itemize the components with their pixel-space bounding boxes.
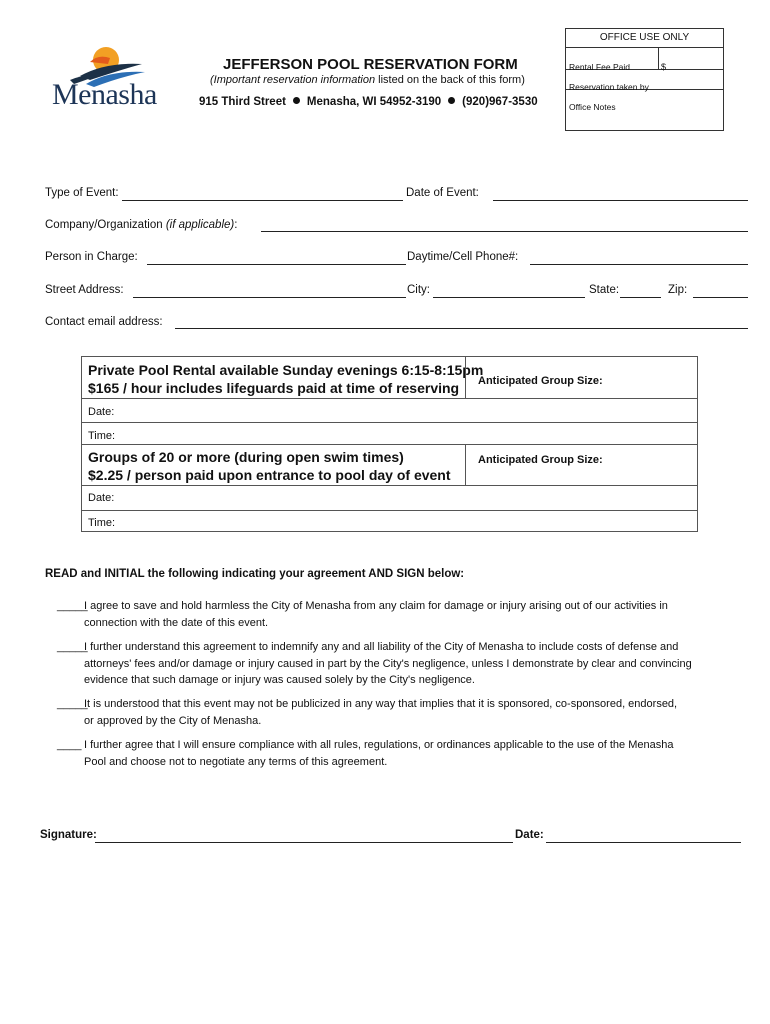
state-label: State: bbox=[589, 284, 620, 296]
bullet-icon bbox=[448, 97, 455, 104]
signature-input[interactable] bbox=[95, 842, 513, 843]
person-in-charge-input[interactable] bbox=[147, 264, 406, 265]
signature-date-input[interactable] bbox=[546, 842, 741, 843]
private-rental-table bbox=[81, 356, 698, 445]
agreement-item-3: _____ It is understood that this event may not be publicized in any way that implies that it is sponsored, co-sponsored, endorsed, or approved by the City of Menasha. bbox=[57, 698, 678, 727]
groups-line2: $2.25 / person paid upon entrance to pool day of event bbox=[88, 467, 451, 483]
groups-date-row[interactable]: Date: bbox=[82, 485, 697, 511]
initial-blank[interactable]: _____ bbox=[57, 641, 88, 653]
private-rental-line1: Private Pool Rental available Sunday evenings 6:15-8:15pm bbox=[88, 362, 484, 378]
bullet-icon bbox=[293, 97, 300, 104]
zip-label: Zip: bbox=[668, 284, 688, 296]
street-address-input[interactable] bbox=[133, 297, 406, 298]
city-input[interactable] bbox=[433, 297, 585, 298]
agreement-item-4: ____ I further agree that I will ensure compliance with all rules, regulations, or ordinances applicable to the use of the Menasha Pool and choose not to negotiate any terms of this agreement. bbox=[57, 739, 674, 768]
signature-date-label: Date: bbox=[515, 829, 544, 841]
form-subtitle: (Important reservation information listed on the back of this form) bbox=[210, 74, 525, 86]
groups-group-size-label: Anticipated Group Size: bbox=[478, 454, 603, 466]
agreement-item-2: _____ I further understand this agreement to indemnify any and all liability of the City of Menasha to include costs of defense and attorneys' fees and/or damage or injury caused in part by the City's negligence, unless I demonstrate by clear and convincing evidence that such damage or injury was caused solely by the City's negligence. bbox=[57, 641, 692, 686]
rental-fee-row[interactable]: Rental Fee Paid $ bbox=[566, 47, 723, 70]
date-of-event-label: Date of Event: bbox=[406, 187, 479, 199]
zip-input[interactable] bbox=[693, 297, 748, 298]
city-text: Menasha, WI 54952-3190 bbox=[306, 96, 442, 108]
phone-label: Daytime/Cell Phone#: bbox=[407, 251, 519, 263]
type-of-event-input[interactable] bbox=[122, 200, 403, 201]
menasha-logo bbox=[50, 44, 157, 112]
city-label: City: bbox=[407, 284, 430, 296]
phone-text: (920)967-3530 bbox=[462, 96, 538, 108]
private-time-label: Time: bbox=[88, 430, 116, 442]
company-input[interactable] bbox=[261, 231, 748, 232]
agreement-item-1: _____ I agree to save and hold harmless the City of Menasha from any claim for damage or injury arising out of our activities in connection with the date of this event. bbox=[57, 600, 668, 629]
private-date-row[interactable]: Date: bbox=[82, 398, 697, 423]
groups-table bbox=[81, 445, 698, 532]
groups-header-row bbox=[82, 445, 697, 486]
company-label: Company/Organization (if applicable): bbox=[45, 219, 238, 231]
agreement-heading: READ and INITIAL the following indicating your agreement AND SIGN below: bbox=[45, 568, 465, 580]
signature-label: Signature: bbox=[40, 829, 97, 841]
street-address-label: Street Address: bbox=[45, 284, 124, 296]
office-use-header: OFFICE USE ONLY bbox=[566, 29, 723, 48]
office-use-box bbox=[565, 28, 724, 131]
street-text: 915 Third Street bbox=[199, 96, 286, 108]
private-rental-header-row bbox=[82, 357, 697, 399]
office-notes-label: Office Notes bbox=[569, 102, 616, 112]
date-of-event-input[interactable] bbox=[493, 200, 748, 201]
logo-text: Menasha bbox=[52, 78, 157, 111]
person-in-charge-label: Person in Charge: bbox=[45, 251, 138, 263]
phone-input[interactable] bbox=[530, 264, 748, 265]
taken-by-row[interactable]: Reservation taken by bbox=[566, 69, 723, 90]
email-input[interactable] bbox=[175, 328, 748, 329]
type-of-event-label: Type of Event: bbox=[45, 187, 119, 199]
private-rental-line2: $165 / hour includes lifeguards paid at time of reserving bbox=[88, 380, 460, 396]
groups-line1: Groups of 20 or more (during open swim times) bbox=[88, 449, 404, 465]
email-label: Contact email address: bbox=[45, 316, 163, 328]
form-title: JEFFERSON POOL RESERVATION FORM bbox=[223, 56, 518, 73]
initial-blank[interactable]: ____ bbox=[57, 739, 82, 751]
initial-blank[interactable]: _____ bbox=[57, 600, 88, 612]
initial-blank[interactable]: _____ bbox=[57, 698, 88, 710]
state-input[interactable] bbox=[620, 297, 661, 298]
address-line bbox=[199, 96, 538, 108]
private-group-size-label: Anticipated Group Size: bbox=[478, 375, 603, 387]
groups-time-label: Time: bbox=[88, 517, 116, 529]
